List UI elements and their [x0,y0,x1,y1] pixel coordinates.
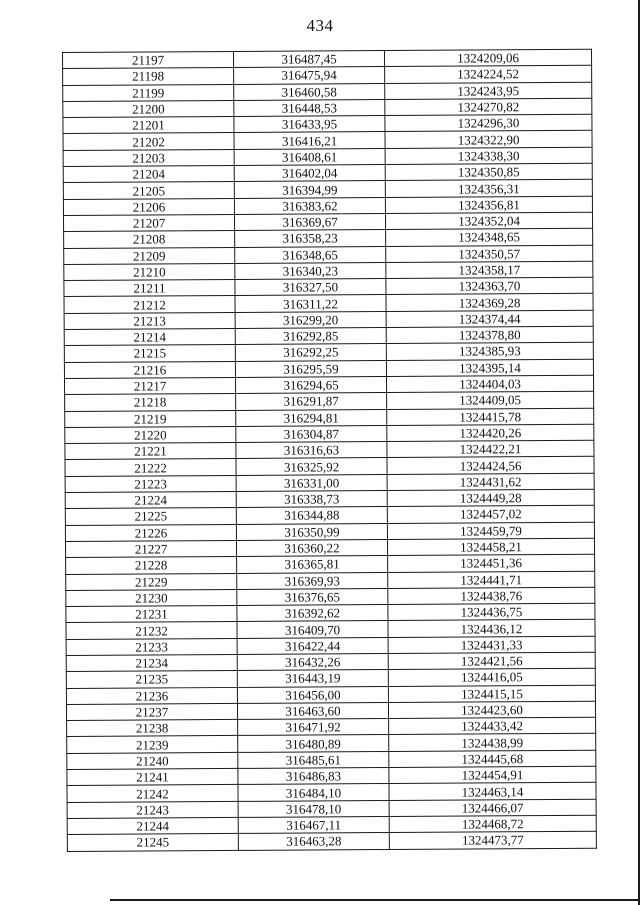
y-coordinate-cell: 1324378,80 [386,326,593,344]
x-coordinate-cell: 316369,93 [237,572,388,589]
point-number-cell: 21204 [63,166,234,183]
x-coordinate-cell: 316485,61 [238,751,389,768]
table-row [67,832,596,852]
point-number-cell: 21202 [63,133,234,150]
x-coordinate-cell: 316299,20 [235,311,386,328]
point-number-cell: 21224 [65,491,236,508]
point-number-cell: 21213 [64,312,235,329]
point-number-cell: 21232 [66,622,237,639]
x-coordinate-cell: 316358,23 [235,230,386,247]
point-number-cell: 21215 [64,345,235,362]
x-coordinate-cell: 316402,04 [234,165,385,182]
y-coordinate-cell: 1324436,75 [388,603,595,621]
x-coordinate-cell: 316325,92 [236,458,387,475]
x-coordinate-cell: 316432,26 [237,654,388,671]
y-coordinate-cell: 1324422,21 [387,440,594,458]
point-number-cell: 21205 [63,182,234,199]
x-coordinate-cell: 316369,67 [234,213,385,230]
point-number-cell: 21229 [66,573,237,590]
y-coordinate-cell: 1324350,57 [386,245,593,263]
x-coordinate-cell: 316291,87 [236,393,387,410]
x-coordinate-cell: 316294,81 [236,409,387,426]
x-coordinate-cell: 316392,62 [237,605,388,622]
point-number-cell: 21199 [63,84,234,101]
x-coordinate-cell: 316408,61 [234,148,385,165]
y-coordinate-cell: 1324322,90 [385,131,592,149]
y-coordinate-cell: 1324431,62 [387,473,594,491]
point-number-cell: 21245 [67,834,238,851]
x-coordinate-cell: 316463,28 [238,833,389,850]
x-coordinate-cell: 316394,99 [234,181,385,198]
x-coordinate-cell: 316365,81 [237,556,388,573]
point-number-cell: 21240 [67,752,238,769]
point-number-cell: 21207 [63,214,234,231]
y-coordinate-cell: 1324449,28 [387,489,594,507]
y-coordinate-cell: 1324438,99 [389,734,596,752]
y-coordinate-cell: 1324416,05 [388,669,595,687]
y-coordinate-cell: 1324415,78 [387,408,594,426]
y-coordinate-cell: 1324404,03 [386,375,593,393]
y-coordinate-cell: 1324296,30 [385,114,592,132]
point-number-cell: 21230 [66,589,237,606]
point-number-cell: 21216 [64,361,235,378]
x-coordinate-cell: 316331,00 [236,474,387,491]
y-coordinate-cell: 1324358,17 [386,261,593,279]
x-coordinate-cell: 316475,94 [234,67,385,84]
y-coordinate-cell: 1324473,77 [389,832,596,850]
y-coordinate-cell: 1324431,33 [388,636,595,654]
point-number-cell: 21239 [67,736,238,753]
y-coordinate-cell: 1324441,71 [388,571,595,589]
x-coordinate-cell: 316311,22 [235,295,386,312]
point-number-cell: 21212 [64,296,235,313]
y-coordinate-cell: 1324463,14 [389,783,596,801]
y-coordinate-cell: 1324363,70 [386,277,593,295]
y-coordinate-cell: 1324468,72 [389,815,596,833]
point-number-cell: 21231 [66,606,237,623]
coordinates-table [62,49,597,852]
y-coordinate-cell: 1324270,82 [385,98,592,116]
y-coordinate-cell: 1324424,56 [387,457,594,475]
x-coordinate-cell: 316348,65 [235,246,386,263]
point-number-cell: 21221 [65,443,236,460]
y-coordinate-cell: 1324445,68 [389,750,596,768]
x-coordinate-cell: 316484,10 [238,784,389,801]
x-coordinate-cell: 316409,70 [237,621,388,638]
y-coordinate-cell: 1324438,76 [388,587,595,605]
y-coordinate-cell: 1324338,30 [385,147,592,165]
x-coordinate-cell: 316360,22 [236,539,387,556]
y-coordinate-cell: 1324466,07 [389,799,596,817]
x-coordinate-cell: 316467,11 [238,816,389,833]
x-coordinate-cell: 316456,00 [237,686,388,703]
y-coordinate-cell: 1324356,81 [385,196,592,214]
x-coordinate-cell: 316463,60 [237,702,388,719]
y-coordinate-cell: 1324395,14 [386,359,593,377]
x-coordinate-cell: 316294,65 [235,376,386,393]
point-number-cell: 21228 [66,557,237,574]
point-number-cell: 21243 [67,801,238,818]
point-number-cell: 21226 [65,524,236,541]
point-number-cell: 21206 [63,198,234,215]
y-coordinate-cell: 1324243,95 [385,82,592,100]
x-coordinate-cell: 316295,59 [235,360,386,377]
y-coordinate-cell: 1324352,04 [385,212,592,230]
y-coordinate-cell: 1324436,12 [388,620,595,638]
point-number-cell: 21236 [66,687,237,704]
point-number-cell: 21201 [63,117,234,134]
y-coordinate-cell: 1324374,44 [386,310,593,328]
point-number-cell: 21210 [64,263,235,280]
point-number-cell: 21214 [64,328,235,345]
y-coordinate-cell: 1324209,06 [384,49,591,67]
point-number-cell: 21220 [65,426,236,443]
point-number-cell: 21219 [65,410,236,427]
point-number-cell: 21234 [66,654,237,671]
y-coordinate-cell: 1324420,26 [387,424,594,442]
point-number-cell: 21235 [66,671,237,688]
point-number-cell: 21227 [65,540,236,557]
x-coordinate-cell: 316340,23 [235,262,386,279]
x-coordinate-cell: 316350,99 [236,523,387,540]
point-number-cell: 21225 [65,508,236,525]
point-number-cell: 21237 [66,703,237,720]
point-number-cell: 21203 [63,149,234,166]
point-number-cell: 21218 [65,394,236,411]
point-number-cell: 21217 [64,377,235,394]
x-coordinate-cell: 316292,85 [235,328,386,345]
point-number-cell: 21208 [64,231,235,248]
x-coordinate-cell: 316383,62 [234,197,385,214]
point-number-cell: 21244 [67,817,238,834]
y-coordinate-cell: 1324348,65 [386,229,593,247]
y-coordinate-cell: 1324457,02 [387,506,594,524]
point-number-cell: 21242 [67,785,238,802]
point-number-cell: 21198 [63,68,234,85]
y-coordinate-cell: 1324409,05 [387,391,594,409]
x-coordinate-cell: 316460,58 [234,83,385,100]
x-coordinate-cell: 316344,88 [236,507,387,524]
y-coordinate-cell: 1324369,28 [386,294,593,312]
x-coordinate-cell: 316422,44 [237,637,388,654]
x-coordinate-cell: 316304,87 [236,425,387,442]
point-number-cell: 21209 [64,247,235,264]
y-coordinate-cell: 1324385,93 [386,343,593,361]
x-coordinate-cell: 316376,65 [237,588,388,605]
point-number-cell: 21222 [65,459,236,476]
x-coordinate-cell: 316471,92 [238,719,389,736]
y-coordinate-cell: 1324350,85 [385,163,592,181]
y-coordinate-cell: 1324421,56 [388,652,595,670]
scan-edge-bottom [110,899,640,901]
x-coordinate-cell: 316433,95 [234,116,385,133]
point-number-cell: 21233 [66,638,237,655]
point-number-cell: 21238 [67,720,238,737]
y-coordinate-cell: 1324423,60 [388,701,595,719]
x-coordinate-cell: 316486,83 [238,768,389,785]
x-coordinate-cell: 316443,19 [237,670,388,687]
y-coordinate-cell: 1324224,52 [385,66,592,84]
x-coordinate-cell: 316316,63 [236,442,387,459]
point-number-cell: 21241 [67,769,238,786]
x-coordinate-cell: 316487,45 [233,51,384,68]
y-coordinate-cell: 1324459,79 [387,522,594,540]
x-coordinate-cell: 316327,50 [235,279,386,296]
coordinates-table-body [63,49,597,851]
x-coordinate-cell: 316478,10 [238,800,389,817]
x-coordinate-cell: 316338,73 [236,491,387,508]
point-number-cell: 21197 [63,51,234,68]
x-coordinate-cell: 316292,25 [235,344,386,361]
point-number-cell: 21200 [63,100,234,117]
y-coordinate-cell: 1324458,21 [387,538,594,556]
page-number: 434 [306,16,334,35]
point-number-cell: 21223 [65,475,236,492]
x-coordinate-cell: 316448,53 [234,99,385,116]
y-coordinate-cell: 1324433,42 [389,717,596,735]
y-coordinate-cell: 1324415,15 [388,685,595,703]
y-coordinate-cell: 1324451,36 [388,554,595,572]
point-number-cell: 21211 [64,280,235,297]
y-coordinate-cell: 1324356,31 [385,180,592,198]
x-coordinate-cell: 316416,21 [234,132,385,149]
y-coordinate-cell: 1324454,91 [389,766,596,784]
x-coordinate-cell: 316480,89 [238,735,389,752]
